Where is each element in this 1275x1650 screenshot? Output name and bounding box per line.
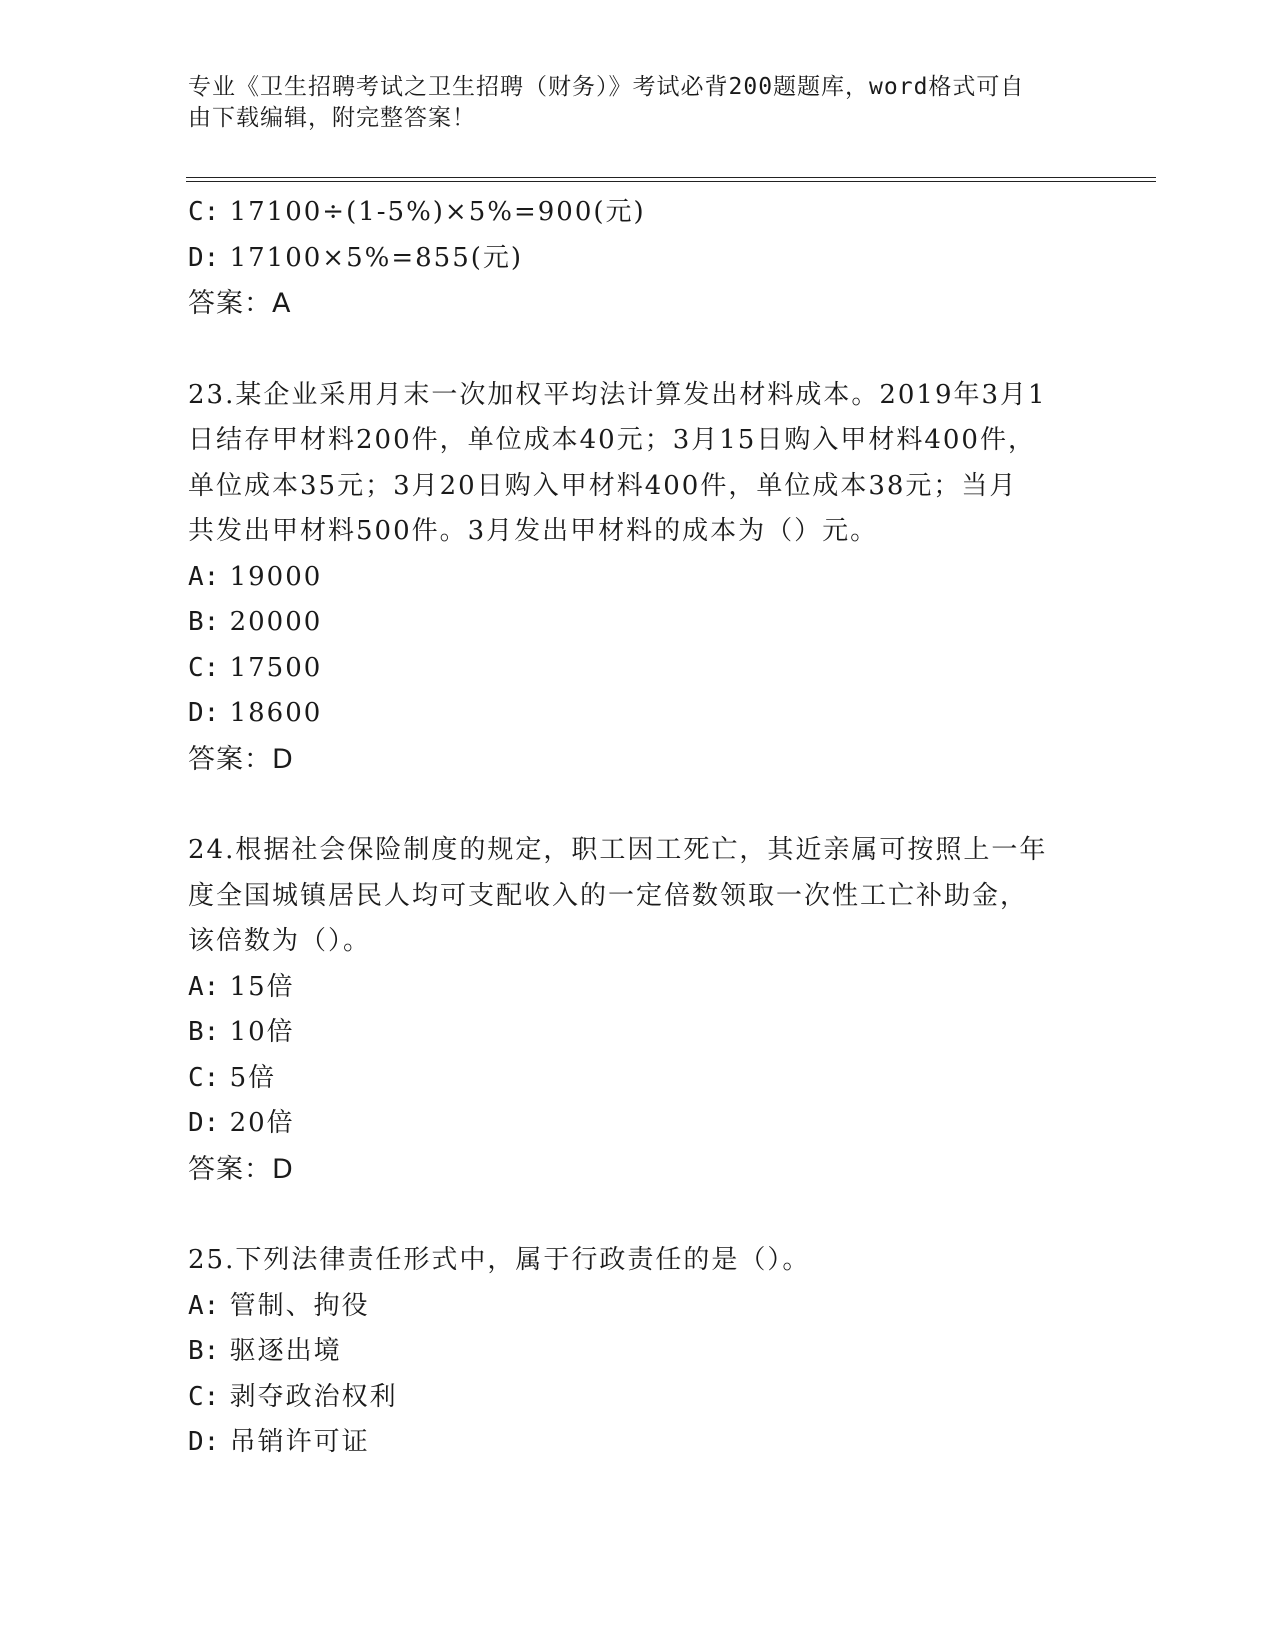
option-d: D: 17100×5%=855(元) [188,242,524,273]
question-23 [188,373,1088,783]
option-d: D: 20倍 [188,1108,295,1138]
spacer [188,1192,1088,1238]
document-body [188,190,1088,1466]
option-c: C: 17500 [188,652,323,683]
answer-line: 答案：D [188,1153,294,1185]
header-line-2: 由下载编辑，附完整答案！ [188,105,476,131]
option-d: D: 吊销许可证 [188,1427,370,1457]
option-d: D: 18600 [188,698,323,728]
question-stem-line: 度全国城镇居民人均可支配收入的一定倍数领取一次性工亡补助金， [188,880,1029,911]
question-stem-line: 共发出甲材料500件。3月发出甲材料的成本为（）元。 [188,516,879,546]
question-stem-line: 单位成本35元；3月20日购入甲材料400件，单位成本38元；当月 [188,470,1018,501]
option-b: B: 20000 [188,607,323,637]
question-stem-line: 该倍数为（）。 [188,926,372,956]
option-b: B: 驱逐出境 [188,1336,342,1366]
page-header [188,72,1078,134]
option-a: A: 19000 [188,561,323,592]
option-a: A: 15倍 [188,971,295,1002]
spacer [188,782,1088,828]
question-stem-line: 24.根据社会保险制度的规定，职工因工死亡，其近亲属可按照上一年 [188,835,1048,865]
spacer [188,327,1088,373]
question-stem-line: 日结存甲材料200件，单位成本40元；3月15日购入甲材料400件， [188,425,1036,455]
header-line-1: 专业《卫生招聘考试之卫生招聘（财务）》考试必背200题题库，word格式可自 [188,74,1025,100]
question-fragment [188,190,1088,327]
answer-line: 答案：D [188,743,294,775]
question-24 [188,828,1088,1192]
option-a: A: 管制、拘役 [188,1290,370,1321]
option-c: C: 17100÷(1-5%)×5%=900(元) [188,197,646,227]
option-c: C: 剥夺政治权利 [188,1381,398,1412]
question-stem-line: 25.下列法律责任形式中，属于行政责任的是（）。 [188,1245,811,1275]
option-c: C: 5倍 [188,1062,277,1093]
question-stem-line: 23.某企业采用月末一次加权平均法计算发出材料成本。2019年3月1 [188,379,1047,410]
question-25 [188,1238,1088,1466]
answer-line: 答案：A [188,288,292,319]
option-b: B: 10倍 [188,1017,295,1047]
header-double-rule [186,177,1156,182]
